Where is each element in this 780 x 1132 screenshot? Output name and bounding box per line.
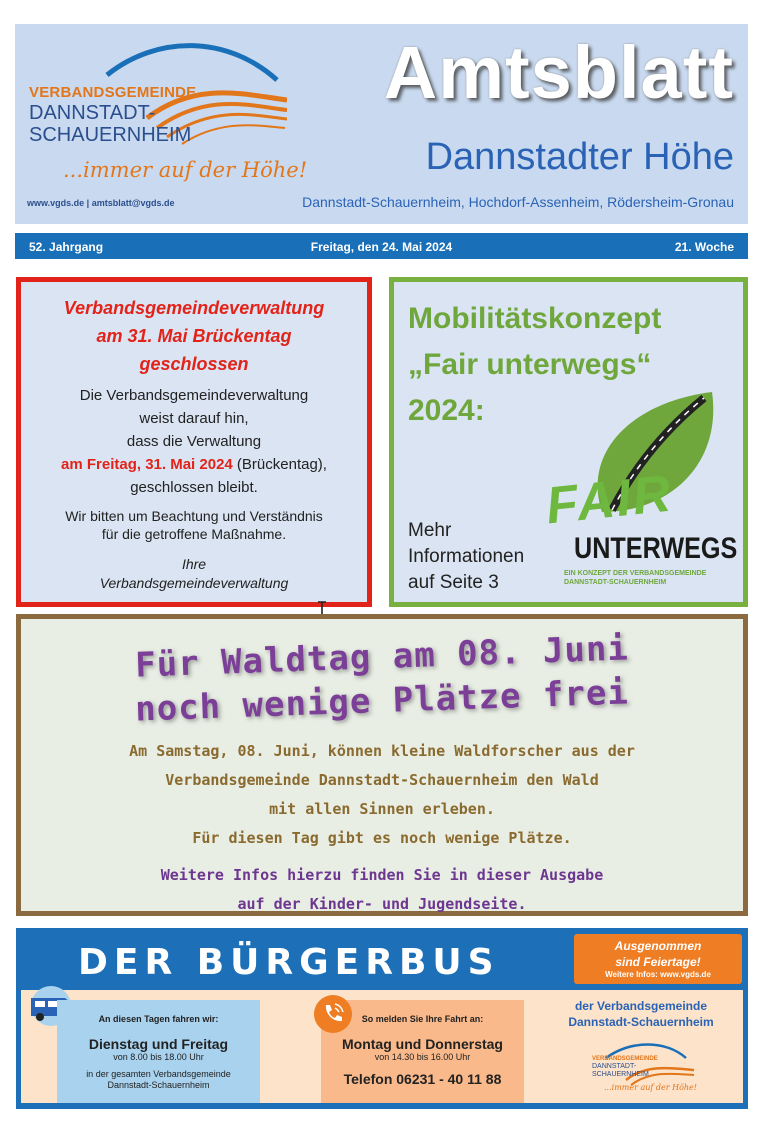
waldtag-body-line: mit allen Sinnen erleben. [269, 800, 495, 818]
holiday-exception-badge [574, 934, 742, 984]
exception-info: Weitere Infos: www.vgds.de [605, 970, 711, 979]
waldtag-body-line: Am Samstag, 08. Juni, können kleine Waldforscher aus der [129, 742, 635, 760]
card-heading: So melden Sie Ihre Fahrt an: [361, 1014, 484, 1024]
logo-town-a: DANNSTADT- [29, 102, 156, 124]
mobility-box [389, 277, 748, 607]
waldtag-title [21, 628, 743, 730]
fair-logo-subtitle-line: DANNSTADT-SCHAUERNHEIM [564, 579, 667, 586]
exception-text [574, 934, 742, 970]
signature-line: Ihre [181, 556, 207, 572]
week-label: 21. Woche [674, 240, 734, 254]
newspaper-title: Amtsblatt [383, 31, 734, 114]
closure-notice [16, 277, 372, 607]
mini-logo-slogan: ...immer auf der Höhe! [604, 1083, 698, 1092]
operating-time: von 8.00 bis 18.00 Uhr [113, 1052, 204, 1062]
notice-line: für die getroffene Maßnahme. [101, 526, 287, 542]
notice-title-line: geschlossen [139, 354, 249, 374]
logo-line-town [29, 102, 229, 146]
masthead [15, 24, 748, 224]
sponsor-title [541, 998, 741, 1030]
towns-line: Dannstadt-Schauernheim, Hochdorf-Assenheim, Rödersheim-Gronau [302, 194, 734, 210]
sponsor-title-line: Dannstadt-Schauernheim [568, 1015, 714, 1029]
phone-icon [313, 994, 353, 1034]
volume-label: 52. Jahrgang [29, 240, 104, 254]
mini-logo-town-b: SCHAUERNHEIM [592, 1071, 649, 1078]
mini-logo-line: VERBANDSGEMEINDE [592, 1056, 658, 1062]
operating-days: Dienstag und Freitag [88, 1036, 229, 1052]
buergerbus-box [16, 928, 748, 1109]
issue-info-bar [15, 233, 748, 259]
buergerbus-details [21, 990, 743, 1103]
waldtag-more-line: auf der Kinder- und Jugendseite. [237, 895, 527, 913]
vg-logo [27, 40, 308, 190]
waldtag-title-line: Für Waldtag am 08. Juni [134, 628, 630, 686]
signature-line: Verbandsgemeindeverwaltung [99, 575, 289, 591]
mobility-title-line: „Fair unterwegs“ [408, 348, 652, 381]
contact-line[interactable]: www.vgds.de | amtsblatt@vgds.de [27, 198, 175, 208]
notice-request [31, 507, 357, 543]
mini-vg-logo [586, 1040, 696, 1098]
booking-card [321, 1000, 524, 1103]
fair-logo-subtitle-line: EIN KONZEPT DER VERBANDSGEMEINDE [564, 570, 707, 577]
mobility-info-line: auf Seite 3 [408, 572, 499, 593]
mobility-info-line: Mehr [408, 520, 452, 541]
waldtag-more-info [21, 861, 743, 919]
notice-line: geschlossen bleibt. [130, 479, 258, 496]
closure-date-highlight: am Freitag, 31. Mai 2024 [61, 456, 233, 473]
fair-logo-text: FAIR [543, 464, 676, 536]
logo-line-verbandsgemeinde: VERBANDSGEMEINDE [29, 84, 197, 101]
exception-line: sind Feiertage! [615, 955, 701, 969]
buergerbus-sponsor [541, 998, 741, 1098]
notice-line: dass die Verwaltung [126, 433, 262, 450]
newspaper-subtitle: Dannstadter Höhe [425, 136, 734, 178]
notice-line: Wir bitten um Beachtung und Verständnis [65, 508, 323, 524]
logo-town-b: SCHAUERNHEIM [29, 124, 192, 146]
operating-area: Dannstadt-Schauernheim [107, 1080, 210, 1090]
booking-time: von 14.30 bis 16.00 Uhr [374, 1052, 471, 1062]
notice-line-rest: (Brückentag), [232, 456, 327, 473]
mobility-title-line: Mobilitätskonzept [408, 302, 662, 335]
fair-logo-subtitle [564, 569, 706, 587]
waldtag-body [21, 737, 743, 853]
mobility-title-line: 2024: [408, 394, 485, 427]
issue-date: Freitag, den 24. Mai 2024 [310, 240, 453, 254]
notice-line: Die Verbandsgemeindeverwaltung [79, 387, 309, 404]
mini-logo-town [592, 1063, 649, 1079]
operating-area: in der gesamten Verbandsgemeinde [86, 1069, 231, 1079]
logo-slogan: ...immer auf der Höhe! [63, 158, 308, 182]
operating-days-card [57, 1000, 260, 1103]
waldtag-body-line: Für diesen Tag gibt es noch wenige Plätze. [192, 829, 572, 847]
waldtag-more-line: Weitere Infos hierzu finden Sie in dieser Ausgabe [160, 866, 604, 884]
exception-line: Ausgenommen [614, 939, 702, 953]
notice-title-line: am 31. Mai Brückentag [96, 326, 292, 346]
buergerbus-title: DER BÜRGERBUS [78, 942, 500, 983]
notice-signature [31, 555, 357, 593]
notice-title [31, 294, 357, 378]
notice-title-line: Verbandsgemeindeverwaltung [63, 298, 325, 318]
sponsor-title-line: der Verbandsgemeinde [574, 999, 708, 1013]
waldtag-body-line: Verbandsgemeinde Dannstadt-Schauernheim den Wald [165, 771, 599, 789]
waldtag-box [16, 614, 748, 916]
card-heading: An diesen Tagen fahren wir: [98, 1014, 219, 1024]
booking-days: Montag und Donnerstag [342, 1036, 503, 1052]
notice-line: weist darauf hin, [139, 410, 249, 427]
mini-logo-town-a: DANNSTADT- [592, 1063, 637, 1070]
mobility-info-line: Informationen [408, 546, 525, 567]
notice-line [31, 453, 357, 476]
notice-body [31, 384, 357, 499]
unterwegs-logo-text: UNTERWEGS [574, 532, 738, 565]
waldtag-title-line: noch wenige Plätze frei [134, 672, 630, 730]
booking-phone[interactable]: Telefon 06231 - 40 11 88 [343, 1071, 502, 1087]
mobility-info [408, 518, 524, 596]
